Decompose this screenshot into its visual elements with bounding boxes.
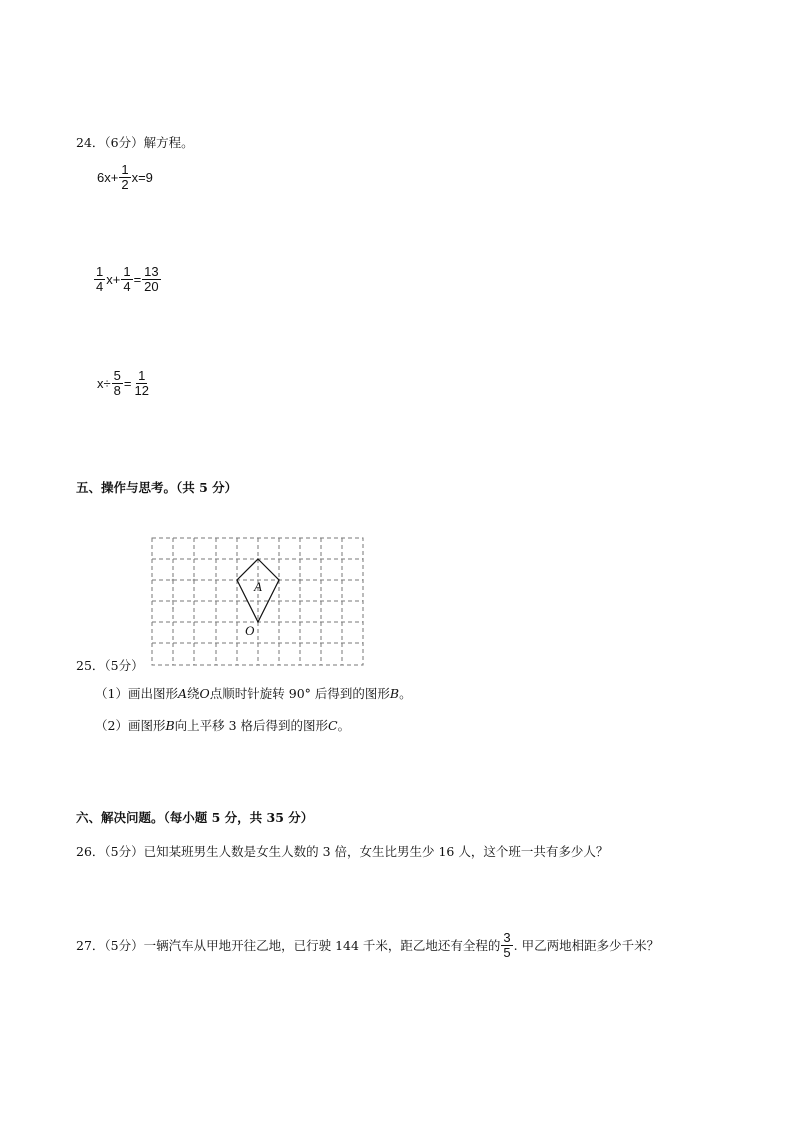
eq3-frac1-num: 5 (113, 368, 121, 383)
section-5-title: 五、操作与思考。（共 5 分） (76, 480, 238, 495)
q25-sub2-prefix: （2）画图形 (95, 718, 166, 733)
eq2-frac1-den: 4 (96, 278, 104, 294)
eq3-frac2-num: 1 (138, 368, 146, 383)
q24-header: 24．（6分）解方程。 (76, 135, 194, 150)
q25-sub1-mid2: 点顺时针旋转 90° 后得到的图形 (209, 686, 390, 701)
eq3-left: x÷ (97, 375, 111, 391)
eq2-frac3-num: 13 (144, 264, 159, 279)
eq1-left: 6x+ (97, 169, 119, 185)
q25-sub1-mid1: 绕 (187, 686, 200, 701)
eq1-frac-num: 1 (121, 162, 129, 177)
q25-sub2-c: C (328, 718, 338, 733)
q25-sub1-o: O (199, 686, 210, 701)
q27-frac-den: 5 (503, 944, 511, 960)
point-o-label: O (245, 623, 255, 638)
equation-1 (97, 163, 153, 191)
eq2-fraction-1 (94, 265, 105, 293)
eq1-fraction (119, 163, 130, 191)
grid-figure (150, 536, 366, 668)
q27-prefix: 27．（5分）一辆汽车从甲地开往乙地，已行驶 144 千米，距乙地还有全程的 (76, 938, 501, 954)
equation-3 (97, 369, 152, 397)
q25-sub2-mid: 向上平移 3 格后得到的图形 (174, 718, 329, 733)
q26-text: 26．（5分）已知某班男生人数是女生人数的 3 倍，女生比男生少 16 人，这个班一共有多少人？ (76, 844, 609, 859)
q25-sub1-a: A (177, 686, 187, 701)
q25-label: 25．（5分） (76, 658, 144, 673)
eq1-right: x=9 (131, 169, 153, 185)
q25-sub2 (95, 716, 350, 734)
eq3-equals: = (123, 375, 132, 391)
eq1-frac-den: 2 (121, 176, 129, 192)
eq3-frac1-den: 8 (113, 382, 121, 398)
grid-lines (152, 538, 363, 665)
eq2-frac1-num: 1 (96, 264, 104, 279)
q27-frac-num: 3 (503, 930, 511, 945)
eq3-fraction-1 (112, 369, 123, 397)
eq2-mid: x+ (106, 271, 121, 287)
q27-fraction (501, 931, 512, 959)
shape-a-label: A (254, 579, 262, 594)
eq2-frac2-num: 1 (123, 264, 131, 279)
q25-sub1-prefix: （1）画出图形 (95, 686, 178, 701)
q25-sub2-end: 。 (337, 718, 351, 733)
eq2-frac3-den: 20 (144, 278, 159, 294)
eq3-frac2-den: 12 (134, 382, 149, 398)
equation-2 (93, 265, 162, 293)
q25-sub1-b: B (389, 686, 400, 701)
eq2-fraction-3 (142, 265, 160, 293)
q27-suffix: . 甲乙两地相距多少千米？ (513, 938, 660, 954)
q27 (76, 931, 659, 959)
eq2-fraction-2 (121, 265, 132, 293)
eq3-fraction-2 (132, 369, 150, 397)
eq2-equals: = (133, 271, 142, 287)
q25-sub1-end: 。 (399, 686, 412, 701)
q25-sub1 (95, 684, 412, 702)
q25-sub2-b: B (165, 718, 175, 733)
eq2-frac2-den: 4 (123, 278, 131, 294)
section-6-title: 六、解决问题。（每小题 5 分，共 35 分） (76, 810, 314, 825)
